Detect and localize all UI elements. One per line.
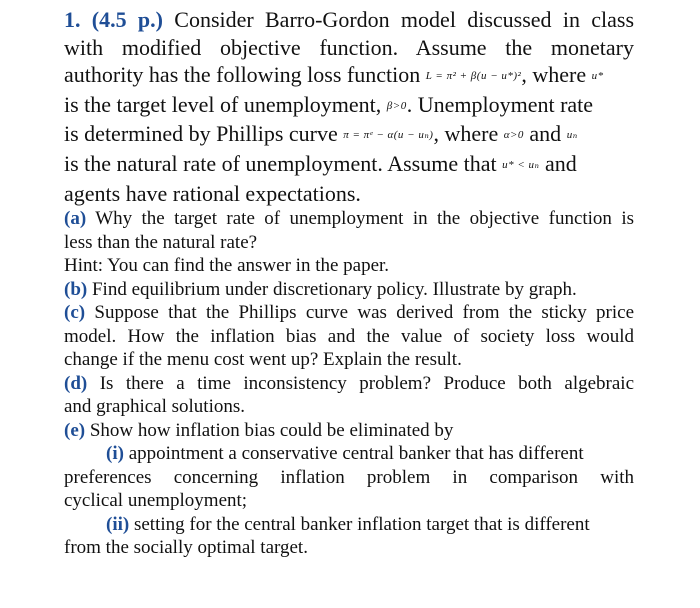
part-e-i-text-3: cyclical unemployment; [64, 490, 248, 512]
intro-line-1 [64, 6, 634, 34]
question-number: 1. [64, 7, 81, 32]
part-e-i-text-1: appointment a conservative central banker that has different [128, 443, 584, 465]
part-a-label: (a) [64, 208, 87, 230]
intro-line-6 [64, 150, 634, 180]
part-c-text-3: change if the menu cost went up? Explain the result. [64, 349, 462, 371]
part-a [64, 207, 634, 278]
part-e-i-text-2: preferences concerning inflation problem in comparison with [64, 466, 634, 488]
beta-condition: β>0 [386, 99, 407, 112]
loss-function-formula: L = π² + β(u − u*)² [425, 70, 522, 83]
part-e-ii-text-1: setting for the central banker inflation target that is different [133, 513, 590, 535]
part-d-text-1: Is there a time inconsistency problem? Produce both algebraic [99, 372, 634, 394]
part-a-text-2: less than the natural rate? [64, 231, 258, 253]
alpha-condition: α>0 [503, 129, 524, 142]
intro-line-5 [64, 120, 634, 150]
part-e-ii [64, 513, 634, 560]
part-e [64, 419, 634, 513]
part-d-text-2: and graphical solutions. [64, 396, 245, 418]
intro-text-5a: is determined by Phillips curve [64, 121, 338, 147]
part-d-label: (d) [64, 372, 88, 394]
intro-text-3b: , where [521, 62, 587, 88]
part-b [64, 278, 634, 302]
intro-line-4 [64, 91, 634, 121]
part-c-text-1: Suppose that the Phillips curve was derived from the sticky price [94, 302, 635, 324]
question-intro [64, 6, 634, 207]
intro-text-5b: , where [433, 121, 499, 147]
intro-text-2: with modified objective function. Assume the monetary [64, 34, 634, 60]
part-a-hint: Hint: You can find the answer in the paper. [64, 255, 390, 277]
question-parts [64, 207, 634, 560]
intro-text-1: Consider Barro-Gordon model discussed in class [174, 7, 635, 32]
part-b-text-1: Find equilibrium under discretionary policy. Illustrate by graph. [91, 278, 577, 300]
part-e-ii-label: (ii) [106, 513, 130, 535]
phillips-curve-formula: π = πᵉ − α(u − uₙ) [343, 129, 434, 142]
intro-text-3a: authority has the following loss function [64, 62, 421, 88]
part-c-label: (c) [64, 302, 86, 324]
intro-text-4b: . Unemployment rate [406, 91, 594, 117]
part-a-text-1: Why the target rate of unemployment in the objective function is [95, 208, 634, 230]
intro-text-6b: and [544, 150, 577, 176]
part-e-text-1: Show how inflation bias could be eliminated by [89, 419, 454, 441]
part-c-text-2: model. How the inflation bias and the value of society loss would [64, 325, 634, 347]
unemployment-inequality: u* < uₙ [502, 158, 540, 171]
question-page [64, 6, 634, 560]
intro-line-3 [64, 61, 634, 91]
intro-text-4a: is the target level of unemployment, [64, 91, 382, 117]
part-b-label: (b) [64, 278, 88, 300]
question-points: (4.5 p.) [91, 7, 163, 32]
target-unemployment-symbol: u* [591, 70, 604, 83]
intro-line-7 [64, 180, 634, 208]
part-d [64, 372, 634, 419]
part-e-ii-text-2: from the socially optimal target. [64, 537, 308, 559]
intro-text-5c: and [529, 121, 562, 147]
intro-text-7: agents have rational expectations. [64, 180, 361, 206]
part-e-i-label: (i) [106, 443, 124, 465]
part-c [64, 301, 634, 372]
natural-unemployment-symbol: uₙ [566, 129, 578, 142]
part-e-label: (e) [64, 419, 86, 441]
intro-line-2 [64, 34, 634, 62]
intro-text-6a: is the natural rate of unemployment. Assume that [64, 150, 497, 176]
